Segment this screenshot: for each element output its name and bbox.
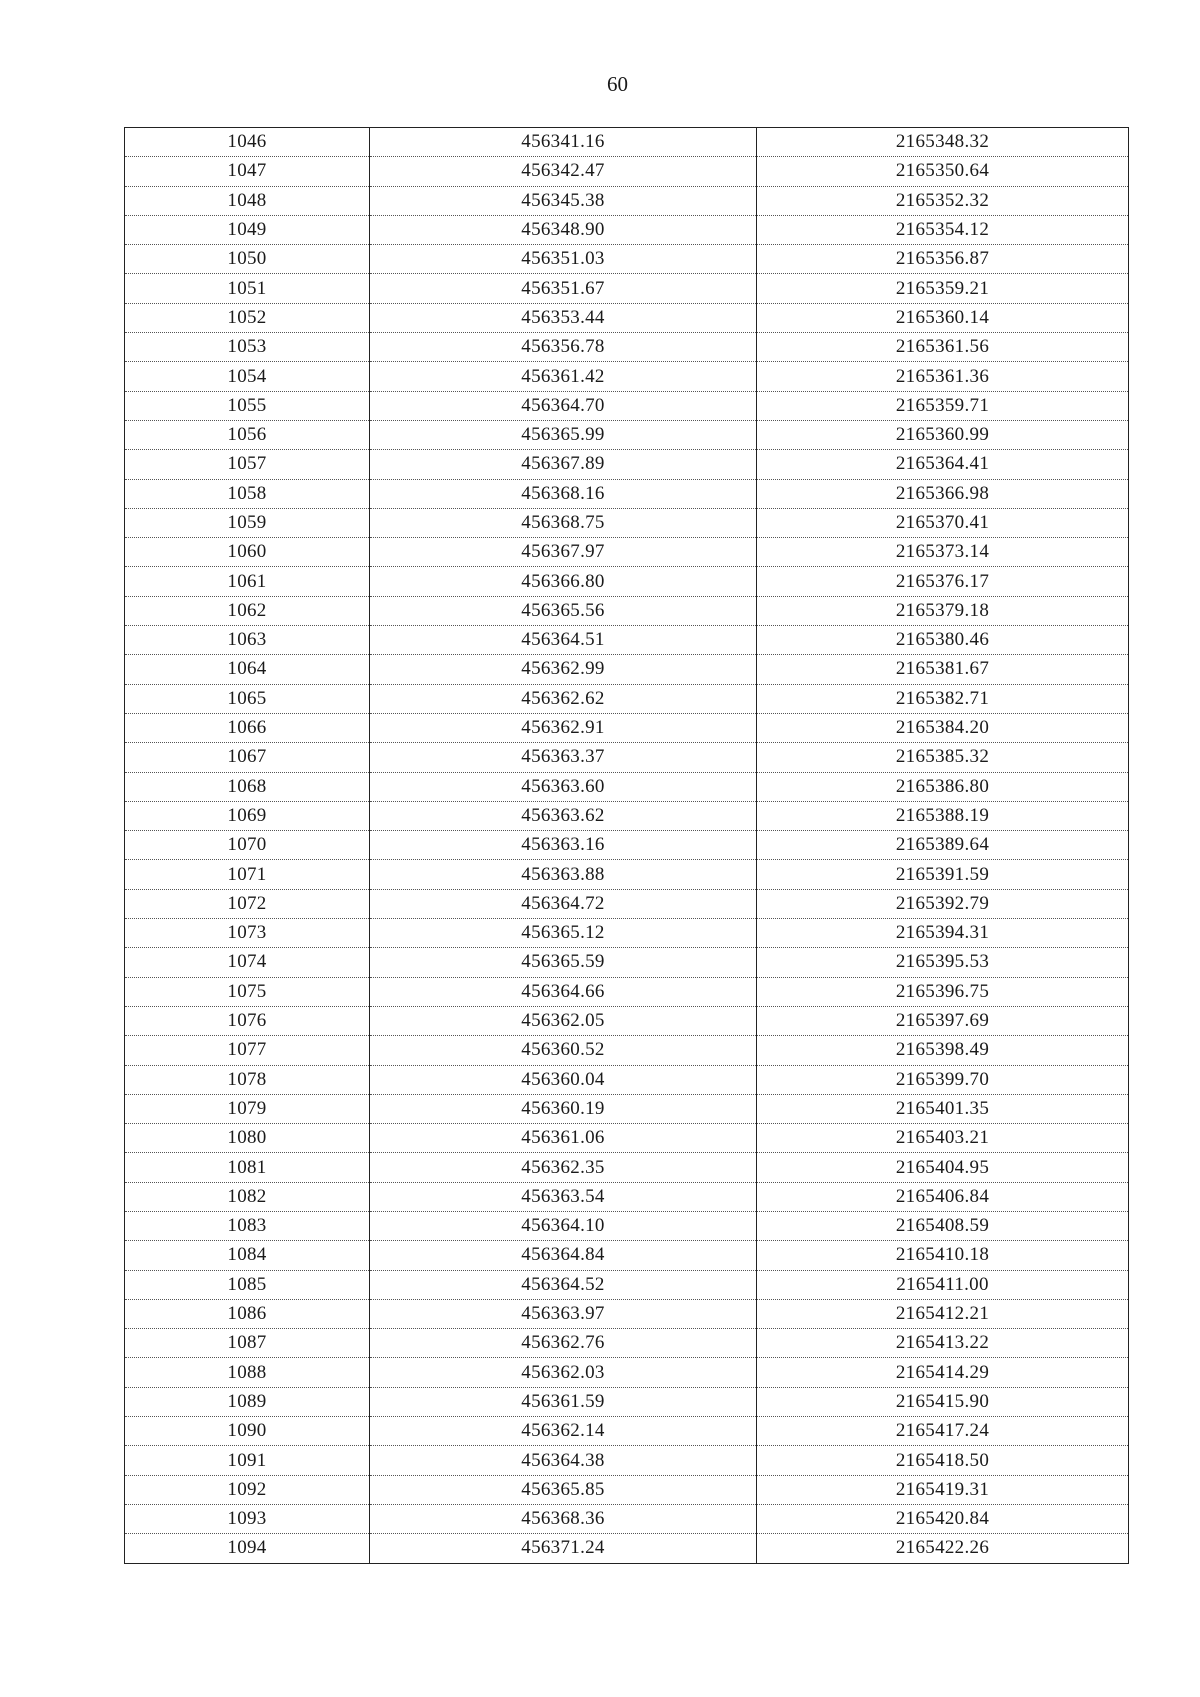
- table-row: [125, 1241, 1129, 1270]
- x-coordinate-cell: 456353.44: [370, 303, 757, 332]
- table-row: [125, 1446, 1129, 1475]
- point-number-cell: 1070: [125, 831, 370, 860]
- point-number-cell: 1053: [125, 333, 370, 362]
- y-coordinate-cell: 2165360.14: [757, 303, 1129, 332]
- x-coordinate-cell: 456367.89: [370, 450, 757, 479]
- y-coordinate-cell: 2165417.24: [757, 1417, 1129, 1446]
- point-number-cell: 1051: [125, 274, 370, 303]
- table-row: [125, 1329, 1129, 1358]
- point-number-cell: 1046: [125, 128, 370, 157]
- x-coordinate-cell: 456348.90: [370, 215, 757, 244]
- point-number-cell: 1062: [125, 596, 370, 625]
- table-row: [125, 1417, 1129, 1446]
- x-coordinate-cell: 456364.84: [370, 1241, 757, 1270]
- y-coordinate-cell: 2165406.84: [757, 1182, 1129, 1211]
- y-coordinate-cell: 2165352.32: [757, 186, 1129, 215]
- table-row: [125, 479, 1129, 508]
- y-coordinate-cell: 2165385.32: [757, 743, 1129, 772]
- x-coordinate-cell: 456361.59: [370, 1387, 757, 1416]
- x-coordinate-cell: 456360.52: [370, 1036, 757, 1065]
- x-coordinate-cell: 456364.66: [370, 977, 757, 1006]
- table-row: [125, 1065, 1129, 1094]
- x-coordinate-cell: 456361.06: [370, 1124, 757, 1153]
- point-number-cell: 1082: [125, 1182, 370, 1211]
- x-coordinate-cell: 456365.56: [370, 596, 757, 625]
- y-coordinate-cell: 2165388.19: [757, 801, 1129, 830]
- point-number-cell: 1071: [125, 860, 370, 889]
- y-coordinate-cell: 2165376.17: [757, 567, 1129, 596]
- table-row: [125, 274, 1129, 303]
- table-row: [125, 713, 1129, 742]
- x-coordinate-cell: 456342.47: [370, 157, 757, 186]
- x-coordinate-cell: 456360.04: [370, 1065, 757, 1094]
- point-number-cell: 1048: [125, 186, 370, 215]
- y-coordinate-cell: 2165356.87: [757, 245, 1129, 274]
- point-number-cell: 1080: [125, 1124, 370, 1153]
- table-row: [125, 1094, 1129, 1123]
- y-coordinate-cell: 2165359.71: [757, 391, 1129, 420]
- y-coordinate-cell: 2165422.26: [757, 1534, 1129, 1563]
- y-coordinate-cell: 2165396.75: [757, 977, 1129, 1006]
- point-number-cell: 1078: [125, 1065, 370, 1094]
- table-row: [125, 245, 1129, 274]
- x-coordinate-cell: 456364.72: [370, 889, 757, 918]
- table-row: [125, 567, 1129, 596]
- table-row: [125, 801, 1129, 830]
- table-row: [125, 450, 1129, 479]
- table-row: [125, 1534, 1129, 1563]
- x-coordinate-cell: 456367.97: [370, 538, 757, 567]
- point-number-cell: 1088: [125, 1358, 370, 1387]
- y-coordinate-cell: 2165419.31: [757, 1475, 1129, 1504]
- x-coordinate-cell: 456363.54: [370, 1182, 757, 1211]
- y-coordinate-cell: 2165397.69: [757, 1006, 1129, 1035]
- table-row: [125, 831, 1129, 860]
- y-coordinate-cell: 2165410.18: [757, 1241, 1129, 1270]
- y-coordinate-cell: 2165412.21: [757, 1299, 1129, 1328]
- x-coordinate-cell: 456365.99: [370, 420, 757, 449]
- x-coordinate-cell: 456361.42: [370, 362, 757, 391]
- y-coordinate-cell: 2165414.29: [757, 1358, 1129, 1387]
- table-row: [125, 362, 1129, 391]
- x-coordinate-cell: 456368.36: [370, 1504, 757, 1533]
- table-row: [125, 1211, 1129, 1240]
- point-number-cell: 1094: [125, 1534, 370, 1563]
- x-coordinate-cell: 456356.78: [370, 333, 757, 362]
- table-row: [125, 772, 1129, 801]
- point-number-cell: 1069: [125, 801, 370, 830]
- x-coordinate-cell: 456363.16: [370, 831, 757, 860]
- x-coordinate-cell: 456365.12: [370, 919, 757, 948]
- table-row: [125, 303, 1129, 332]
- y-coordinate-cell: 2165401.35: [757, 1094, 1129, 1123]
- point-number-cell: 1068: [125, 772, 370, 801]
- point-number-cell: 1063: [125, 626, 370, 655]
- x-coordinate-cell: 456368.16: [370, 479, 757, 508]
- table-row: [125, 919, 1129, 948]
- point-number-cell: 1066: [125, 713, 370, 742]
- point-number-cell: 1077: [125, 1036, 370, 1065]
- x-coordinate-cell: 456365.85: [370, 1475, 757, 1504]
- x-coordinate-cell: 456362.76: [370, 1329, 757, 1358]
- table-row: [125, 1124, 1129, 1153]
- x-coordinate-cell: 456366.80: [370, 567, 757, 596]
- y-coordinate-cell: 2165399.70: [757, 1065, 1129, 1094]
- x-coordinate-cell: 456364.38: [370, 1446, 757, 1475]
- point-number-cell: 1049: [125, 215, 370, 244]
- x-coordinate-cell: 456362.05: [370, 1006, 757, 1035]
- x-coordinate-cell: 456362.14: [370, 1417, 757, 1446]
- table-row: [125, 1504, 1129, 1533]
- y-coordinate-cell: 2165384.20: [757, 713, 1129, 742]
- x-coordinate-cell: 456365.59: [370, 948, 757, 977]
- y-coordinate-cell: 2165373.14: [757, 538, 1129, 567]
- point-number-cell: 1064: [125, 655, 370, 684]
- x-coordinate-cell: 456362.62: [370, 684, 757, 713]
- point-number-cell: 1047: [125, 157, 370, 186]
- x-coordinate-cell: 456345.38: [370, 186, 757, 215]
- x-coordinate-cell: 456362.03: [370, 1358, 757, 1387]
- x-coordinate-cell: 456351.03: [370, 245, 757, 274]
- point-number-cell: 1091: [125, 1446, 370, 1475]
- x-coordinate-cell: 456364.70: [370, 391, 757, 420]
- x-coordinate-cell: 456363.88: [370, 860, 757, 889]
- y-coordinate-cell: 2165370.41: [757, 508, 1129, 537]
- point-number-cell: 1084: [125, 1241, 370, 1270]
- table-row: [125, 655, 1129, 684]
- point-number-cell: 1079: [125, 1094, 370, 1123]
- y-coordinate-cell: 2165394.31: [757, 919, 1129, 948]
- point-number-cell: 1060: [125, 538, 370, 567]
- y-coordinate-cell: 2165380.46: [757, 626, 1129, 655]
- table-row: [125, 596, 1129, 625]
- point-number-cell: 1058: [125, 479, 370, 508]
- point-number-cell: 1061: [125, 567, 370, 596]
- table-row: [125, 1358, 1129, 1387]
- table-row: [125, 157, 1129, 186]
- y-coordinate-cell: 2165382.71: [757, 684, 1129, 713]
- y-coordinate-cell: 2165420.84: [757, 1504, 1129, 1533]
- x-coordinate-cell: 456363.62: [370, 801, 757, 830]
- table-row: [125, 391, 1129, 420]
- table-row: [125, 626, 1129, 655]
- y-coordinate-cell: 2165391.59: [757, 860, 1129, 889]
- y-coordinate-cell: 2165386.80: [757, 772, 1129, 801]
- point-number-cell: 1054: [125, 362, 370, 391]
- y-coordinate-cell: 2165395.53: [757, 948, 1129, 977]
- y-coordinate-cell: 2165350.64: [757, 157, 1129, 186]
- y-coordinate-cell: 2165404.95: [757, 1153, 1129, 1182]
- point-number-cell: 1067: [125, 743, 370, 772]
- y-coordinate-cell: 2165361.36: [757, 362, 1129, 391]
- table-row: [125, 1475, 1129, 1504]
- x-coordinate-cell: 456363.60: [370, 772, 757, 801]
- point-number-cell: 1093: [125, 1504, 370, 1533]
- x-coordinate-cell: 456368.75: [370, 508, 757, 537]
- x-coordinate-cell: 456363.97: [370, 1299, 757, 1328]
- point-number-cell: 1090: [125, 1417, 370, 1446]
- point-number-cell: 1081: [125, 1153, 370, 1182]
- table-row: [125, 186, 1129, 215]
- y-coordinate-cell: 2165392.79: [757, 889, 1129, 918]
- table-row: [125, 128, 1129, 157]
- table-row: [125, 538, 1129, 567]
- point-number-cell: 1073: [125, 919, 370, 948]
- x-coordinate-cell: 456362.35: [370, 1153, 757, 1182]
- point-number-cell: 1083: [125, 1211, 370, 1240]
- table-row: [125, 743, 1129, 772]
- y-coordinate-cell: 2165381.67: [757, 655, 1129, 684]
- x-coordinate-cell: 456362.91: [370, 713, 757, 742]
- point-number-cell: 1089: [125, 1387, 370, 1416]
- point-number-cell: 1057: [125, 450, 370, 479]
- table-row: [125, 1006, 1129, 1035]
- table-row: [125, 1270, 1129, 1299]
- x-coordinate-cell: 456362.99: [370, 655, 757, 684]
- point-number-cell: 1055: [125, 391, 370, 420]
- y-coordinate-cell: 2165411.00: [757, 1270, 1129, 1299]
- y-coordinate-cell: 2165360.99: [757, 420, 1129, 449]
- y-coordinate-cell: 2165408.59: [757, 1211, 1129, 1240]
- y-coordinate-cell: 2165403.21: [757, 1124, 1129, 1153]
- x-coordinate-cell: 456360.19: [370, 1094, 757, 1123]
- x-coordinate-cell: 456364.10: [370, 1211, 757, 1240]
- table-row: [125, 333, 1129, 362]
- point-number-cell: 1059: [125, 508, 370, 537]
- point-number-cell: 1076: [125, 1006, 370, 1035]
- table-row: [125, 215, 1129, 244]
- point-number-cell: 1087: [125, 1329, 370, 1358]
- table-row: [125, 860, 1129, 889]
- table-row: [125, 889, 1129, 918]
- y-coordinate-cell: 2165361.56: [757, 333, 1129, 362]
- y-coordinate-cell: 2165389.64: [757, 831, 1129, 860]
- point-number-cell: 1092: [125, 1475, 370, 1504]
- point-number-cell: 1056: [125, 420, 370, 449]
- table-row: [125, 1299, 1129, 1328]
- table-row: [125, 508, 1129, 537]
- y-coordinate-cell: 2165413.22: [757, 1329, 1129, 1358]
- y-coordinate-cell: 2165418.50: [757, 1446, 1129, 1475]
- point-number-cell: 1085: [125, 1270, 370, 1299]
- y-coordinate-cell: 2165364.41: [757, 450, 1129, 479]
- coordinate-table: [124, 127, 1129, 1564]
- x-coordinate-cell: 456364.51: [370, 626, 757, 655]
- point-number-cell: 1050: [125, 245, 370, 274]
- point-number-cell: 1052: [125, 303, 370, 332]
- y-coordinate-cell: 2165366.98: [757, 479, 1129, 508]
- y-coordinate-cell: 2165354.12: [757, 215, 1129, 244]
- table-row: [125, 948, 1129, 977]
- table-row: [125, 1036, 1129, 1065]
- table-row: [125, 1153, 1129, 1182]
- table-row: [125, 1387, 1129, 1416]
- point-number-cell: 1072: [125, 889, 370, 918]
- x-coordinate-cell: 456371.24: [370, 1534, 757, 1563]
- y-coordinate-cell: 2165379.18: [757, 596, 1129, 625]
- y-coordinate-cell: 2165415.90: [757, 1387, 1129, 1416]
- point-number-cell: 1074: [125, 948, 370, 977]
- table-row: [125, 977, 1129, 1006]
- x-coordinate-cell: 456364.52: [370, 1270, 757, 1299]
- table-row: [125, 684, 1129, 713]
- y-coordinate-cell: 2165398.49: [757, 1036, 1129, 1065]
- x-coordinate-cell: 456363.37: [370, 743, 757, 772]
- y-coordinate-cell: 2165348.32: [757, 128, 1129, 157]
- page-number: 60: [607, 72, 628, 96]
- x-coordinate-cell: 456341.16: [370, 128, 757, 157]
- coordinate-table-body: [125, 128, 1129, 1564]
- point-number-cell: 1086: [125, 1299, 370, 1328]
- table-row: [125, 1182, 1129, 1211]
- table-row: [125, 420, 1129, 449]
- point-number-cell: 1075: [125, 977, 370, 1006]
- y-coordinate-cell: 2165359.21: [757, 274, 1129, 303]
- point-number-cell: 1065: [125, 684, 370, 713]
- x-coordinate-cell: 456351.67: [370, 274, 757, 303]
